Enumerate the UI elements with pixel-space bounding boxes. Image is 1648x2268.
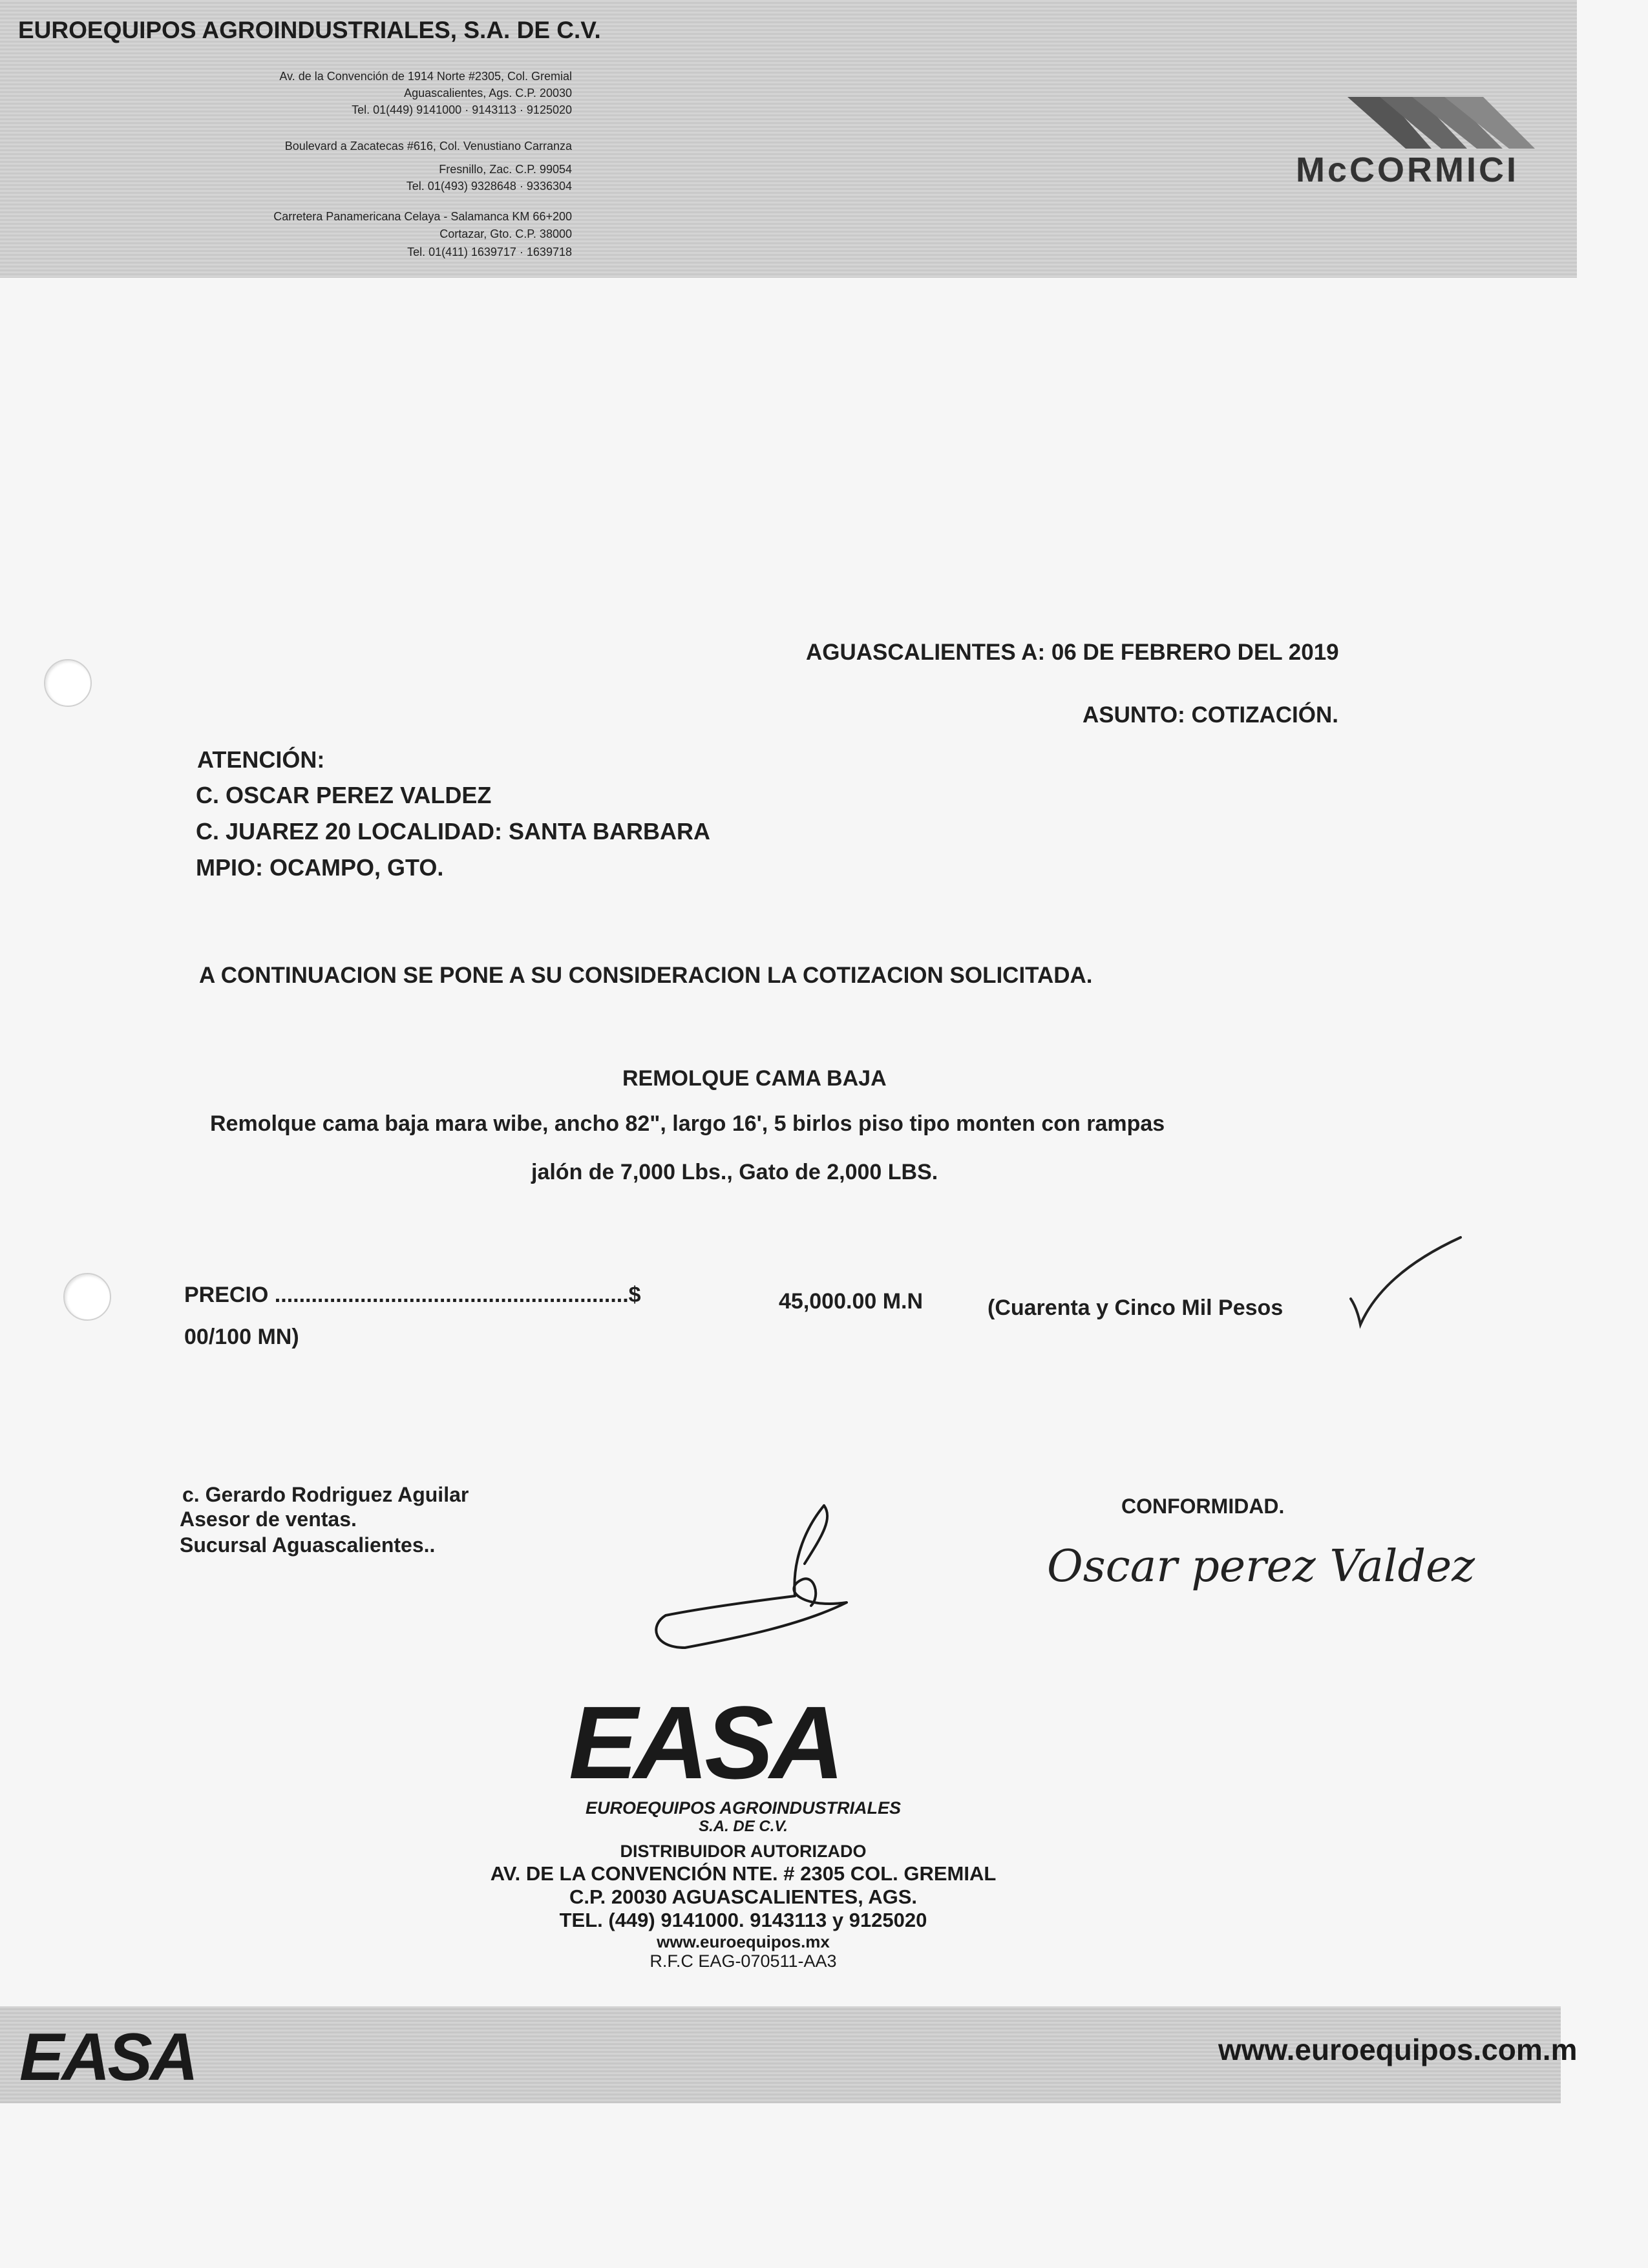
date-line: AGUASCALIENTES A: 06 DE FEBRERO DEL 2019 (806, 640, 1339, 665)
stamp-company: EUROEQUIPOS AGROINDUSTRIALES (585, 1798, 902, 1818)
price-value: 45,000.00 M.N (779, 1289, 924, 1314)
attention-label: ATENCIÓN: (197, 746, 325, 773)
address-1-line-3: Tel. 01(449) 9141000 · 9143113 · 9125020 (352, 103, 572, 116)
stamp-web: www.euroequipos.mx (657, 1932, 830, 1951)
intro-text: A CONTINUACION SE PONE A SU CONSIDERACION LA COTIZACION SOLICITADA. (199, 963, 1093, 988)
price-words-line-2: 00/100 MN) (184, 1325, 299, 1349)
stamp-address-2: C.P. 20030 AGUASCALIENTES, AGS. (569, 1885, 918, 1908)
stamp-distributor: DISTRIBUIDOR AUTORIZADO (620, 1842, 867, 1861)
address-3-line-3: Tel. 01(411) 1639717 · 1639718 (407, 246, 572, 258)
company-title: EUROEQUIPOS AGROINDUSTRIALES, S.A. DE C.V. (18, 17, 601, 43)
sender-name: c. Gerardo Rodriguez Aguilar (182, 1483, 469, 1506)
subject-line: ASUNTO: COTIZACIÓN. (1083, 702, 1339, 728)
product-description-line-1: Remolque cama baja mara wibe, ancho 82", largo 16', 5 birlos piso tipo monten con rampas (210, 1111, 1165, 1136)
product-description-line-2: jalón de 7,000 Lbs., Gato de 2,000 LBS. (531, 1160, 938, 1184)
price-label: PRECIO ..........................................................$ (184, 1283, 641, 1307)
recipient-municipality: MPIO: OCAMPO, GTO. (196, 854, 444, 881)
mccormick-brand-text: McCORMICI (1296, 151, 1519, 189)
conformity-label: CONFORMIDAD. (1121, 1495, 1285, 1518)
checkmark-icon (1344, 1228, 1474, 1331)
address-2-line-3: Tel. 01(493) 9328648 · 9336304 (406, 180, 572, 193)
footer-easa-logo: EASA (19, 2020, 196, 2095)
footer-website-link[interactable]: www.euroequipos.com.m (1218, 2033, 1578, 2066)
recipient-address: C. JUAREZ 20 LOCALIDAD: SANTA BARBARA (196, 818, 711, 845)
recipient-name: C. OSCAR PEREZ VALDEZ (196, 782, 492, 808)
mccormick-logo-icon (1341, 97, 1535, 155)
product-title: REMOLQUE CAMA BAJA (622, 1066, 887, 1091)
address-2-line-2: Fresnillo, Zac. C.P. 99054 (439, 163, 572, 176)
sender-branch: Sucursal Aguascalientes.. (180, 1533, 436, 1557)
price-words-line-1: (Cuarenta y Cinco Mil Pesos (988, 1296, 1284, 1320)
address-2-line-1: Boulevard a Zacatecas #616, Col. Venustiano Carranza (284, 140, 572, 152)
address-3-line-2: Cortazar, Gto. C.P. 38000 (439, 227, 572, 240)
stamp-rfc: R.F.C EAG-070511-AA3 (650, 1951, 837, 1971)
sender-role: Asesor de ventas. (180, 1507, 357, 1531)
stamp-phones: TEL. (449) 9141000. 9143113 y 9125020 (559, 1909, 927, 1931)
punch-hole-top (44, 659, 92, 707)
address-3-line-1: Carretera Panamericana Celaya - Salamanca KM 66+200 (273, 210, 572, 223)
easa-stamp-logo: EASA (569, 1685, 841, 1800)
sender-signature-icon (646, 1499, 879, 1661)
recipient-signature: Oscar perez Valdez (1047, 1541, 1475, 1592)
stamp-address-1: AV. DE LA CONVENCIÓN NTE. # 2305 COL. GREMIAL (490, 1862, 997, 1885)
address-1-line-2: Aguascalientes, Ags. C.P. 20030 (404, 87, 572, 100)
address-1-line-1: Av. de la Convención de 1914 Norte #2305, Col. Gremial (279, 70, 572, 83)
punch-hole-bottom (63, 1273, 111, 1321)
stamp-company-suffix: S.A. DE C.V. (699, 1818, 788, 1835)
